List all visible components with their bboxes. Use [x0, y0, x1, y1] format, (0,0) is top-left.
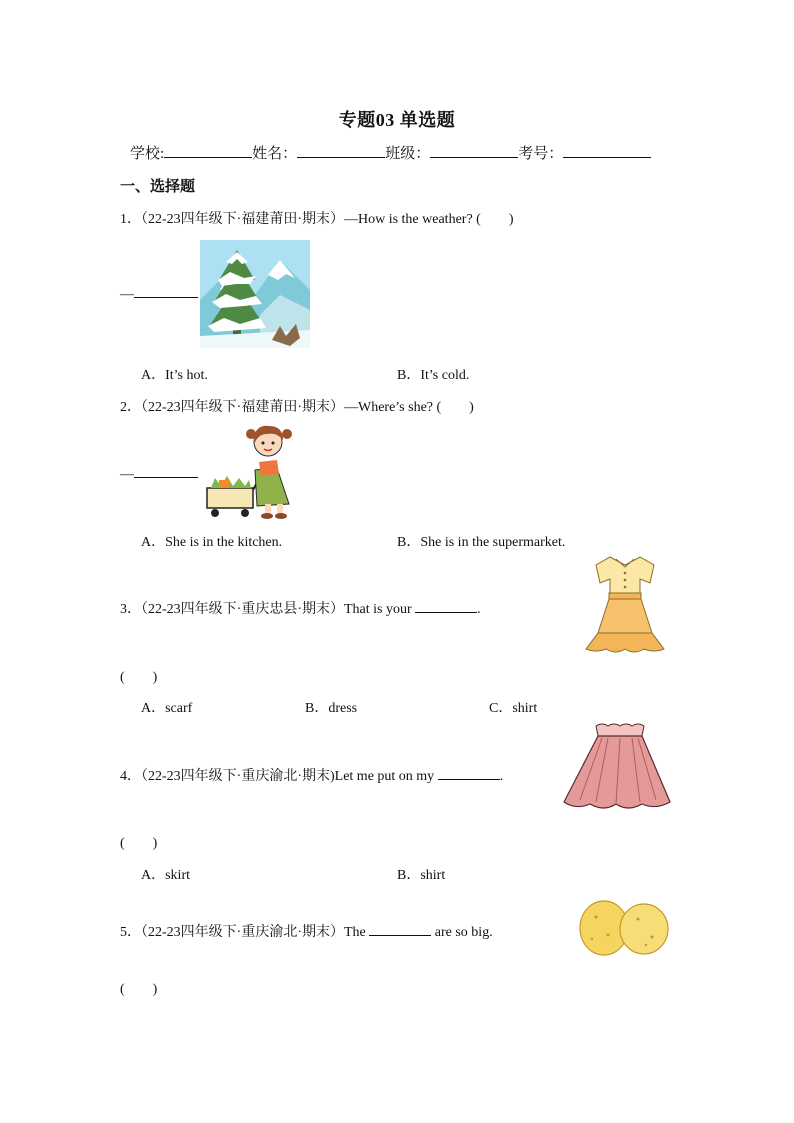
question-1-answer — [120, 283, 198, 303]
question-3-stem — [120, 598, 481, 618]
question-4-blank[interactable] — [438, 765, 500, 780]
question-2-stem: 2．（22-23四年级下·福建莆田·期末）—Where’s she? ( ) — [120, 400, 474, 415]
potatoes-picture — [578, 895, 670, 959]
question-3-option-c[interactable]: C．shirt — [489, 701, 538, 716]
id-blank[interactable] — [563, 142, 651, 158]
question-4-stem — [120, 765, 503, 785]
question-5-blank[interactable] — [369, 921, 431, 936]
question-4-option-b[interactable]: B．shirt — [397, 868, 446, 883]
class-label: 班级： — [385, 146, 431, 162]
question-5-end: are so big. — [434, 925, 493, 940]
snowy-mountain-tree-picture — [200, 240, 310, 348]
student-info-line — [130, 142, 651, 163]
question-2-answer — [120, 463, 198, 483]
question-2-option-b[interactable]: B．She is in the supermarket. — [397, 535, 566, 550]
answer-dash: — — [120, 467, 134, 482]
question-5-text: 5．（22-23四年级下·重庆渝北·期末）The — [120, 925, 366, 940]
question-5-paren[interactable]: ( ) — [120, 982, 158, 997]
question-3-blank[interactable] — [415, 598, 477, 613]
question-4-text: 4．（22-23四年级下·重庆渝北·期末)Let me put on my — [120, 769, 435, 784]
question-2-option-a[interactable]: A．She is in the kitchen. — [141, 535, 283, 550]
id-label: 考号： — [518, 146, 564, 162]
question-4-paren[interactable]: ( ) — [120, 836, 158, 851]
section-title: 一、选择题 — [120, 179, 196, 195]
question-1-option-b[interactable]: B．It’s cold. — [397, 368, 470, 383]
answer-blank[interactable] — [134, 283, 198, 298]
question-3-paren[interactable]: ( ) — [120, 670, 158, 685]
school-blank[interactable] — [164, 142, 252, 158]
question-1-stem: 1．（22-23四年级下·福建莆田·期末）—How is the weather? ( ) — [120, 212, 514, 227]
question-4-option-a[interactable]: A．skirt — [141, 868, 190, 883]
class-blank[interactable] — [430, 142, 518, 158]
answer-dash: — — [120, 287, 134, 302]
name-blank[interactable] — [297, 142, 385, 158]
yellow-dress-picture — [582, 553, 668, 657]
name-label: 姓名： — [252, 146, 298, 162]
question-3-period: . — [477, 602, 481, 617]
question-4-period: . — [499, 769, 504, 784]
question-5-stem — [120, 921, 493, 941]
question-3-option-a[interactable]: A．scarf — [141, 701, 193, 716]
question-3-option-b[interactable]: B．dress — [305, 701, 358, 716]
school-label: 学校: — [130, 146, 165, 162]
question-1-option-a[interactable]: A．It’s hot. — [141, 368, 208, 383]
girl-with-shopping-cart-picture — [205, 420, 300, 520]
page-title: 专题03 单选题 — [338, 110, 456, 130]
pink-skirt-picture — [560, 722, 674, 814]
question-3-text: 3．（22-23四年级下·重庆忠县·期末）That is your — [120, 602, 412, 617]
answer-blank[interactable] — [134, 463, 198, 478]
